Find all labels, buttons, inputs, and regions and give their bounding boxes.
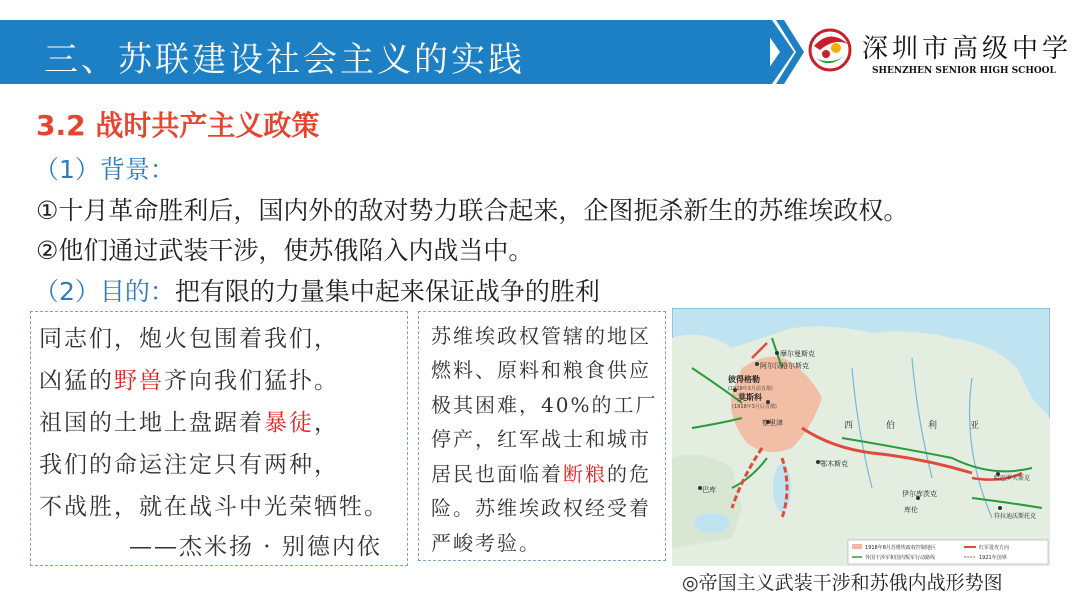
background-point-2: ②他们通过武装干涉，使苏俄陷入内战当中。 (36, 236, 534, 265)
background-point-1: ①十月革命胜利后，国内外的敌对势力联合起来，企图扼杀新生的苏维埃政权。 (36, 196, 909, 225)
legend-intervention-routes: 外国干涉军和国内叛军行动路线 (865, 555, 936, 561)
passage-line-3: 极其困难，40%的工厂 (431, 393, 658, 417)
legend-border: 1921年国界 (979, 555, 1007, 561)
passage-line-2: 燃料、原料和粮食供应 (431, 358, 651, 382)
civil-war-map (672, 308, 1050, 566)
poem-line-3-start: 祖国的土地上盘踞着 (39, 410, 264, 436)
map-label-irkutsk: 伊尔库茨克 (902, 490, 937, 498)
slide-header-title: 三、苏联建设社会主义的实践 (44, 40, 525, 80)
header-bar (0, 20, 770, 84)
map-label-siberia-3: 利 (928, 421, 938, 431)
poem-line-1: 同志们，炮火包围着我们， (39, 326, 339, 352)
poem-line-5: 不战胜，就在战斗中光荣牺牲。 (39, 494, 389, 520)
purpose-text: 把有限的力量集中起来保证战争的胜利 (174, 277, 600, 306)
map-label-murmansk: 摩尔曼斯克 (780, 350, 815, 358)
poem-line-3 (39, 404, 339, 437)
school-name-en: SHENZHEN SENIOR HIGH SCHOOL (872, 66, 1056, 76)
poem-line-4: 我们的命运注定只有两种， (39, 452, 339, 478)
map-label-petrograd-note: (1918年3月前首都) (728, 386, 773, 392)
map-label-moscow: 莫斯科 (738, 393, 762, 402)
school-logo (800, 22, 1073, 84)
map-label-baku: 巴库 (702, 486, 716, 494)
poem-line-3-end: ， (314, 410, 339, 436)
poem-line-2 (39, 362, 339, 395)
passage-line-5-end: 的危 (607, 462, 651, 486)
poem-highlight-beast: 野兽 (114, 368, 164, 394)
map-label-vladivostok: 符拉迪沃斯托克 (994, 513, 1037, 520)
poem-highlight-thugs: 暴徒 (264, 410, 314, 436)
poem-box (30, 311, 408, 566)
purpose-label: （2）目的： (34, 277, 175, 306)
map-label-kulun: 库伦 (904, 506, 918, 514)
map-label-omsk: 鄂木斯克 (820, 460, 848, 468)
legend-red-army: 红军进攻方向 (979, 545, 1010, 551)
section-title: 3.2 战时共产主义政策 (36, 109, 320, 142)
map-label-arkhangelsk: 阿尔汉格尔斯克 (760, 362, 809, 370)
poem-author: ——杰米扬 · 别德内依 (129, 534, 382, 560)
passage-line-7: 严峻考验。 (431, 531, 541, 555)
map-label-moscow-note: (1918年3月后首都) (732, 404, 777, 410)
map-caption: ◎帝国主义武装干涉和苏俄内战形势图 (682, 572, 1003, 594)
map-label-siberia-4: 亚 (970, 421, 980, 431)
map-label-khabarovsk: 哈巴罗夫斯克 (994, 475, 1031, 482)
map-label-siberia-1: 西 (844, 421, 854, 431)
school-emblem-icon (802, 24, 858, 82)
map-label-petrograd: 彼得格勒 (728, 375, 760, 384)
purpose-line (34, 272, 600, 308)
passage-box (418, 311, 666, 561)
map-label-siberia-2: 伯 (886, 421, 896, 431)
map-label-tsaritsyn: 察里津 (762, 419, 783, 427)
passage-line-4: 停产，红军战士和城市 (431, 427, 651, 451)
passage-line-5-start: 居民也面临着 (431, 462, 563, 486)
passage-line-5 (431, 458, 651, 487)
chevron-decoration-icon (758, 20, 804, 84)
background-label: （1）背景： (34, 155, 175, 184)
legend-controlled-area: 1918年8月苏维埃政权控制地区 (865, 545, 936, 551)
poem-line-2-end: 齐向我们猛扑。 (164, 368, 339, 394)
school-name-cn: 深圳市高级中学 (862, 34, 1073, 64)
poem-line-2-start: 凶猛的 (39, 368, 114, 394)
passage-highlight-famine: 断粮 (563, 462, 607, 486)
passage-line-1: 苏维埃政权管辖的地区 (431, 324, 651, 348)
passage-line-6: 险。苏维埃政权经受着 (431, 496, 651, 520)
